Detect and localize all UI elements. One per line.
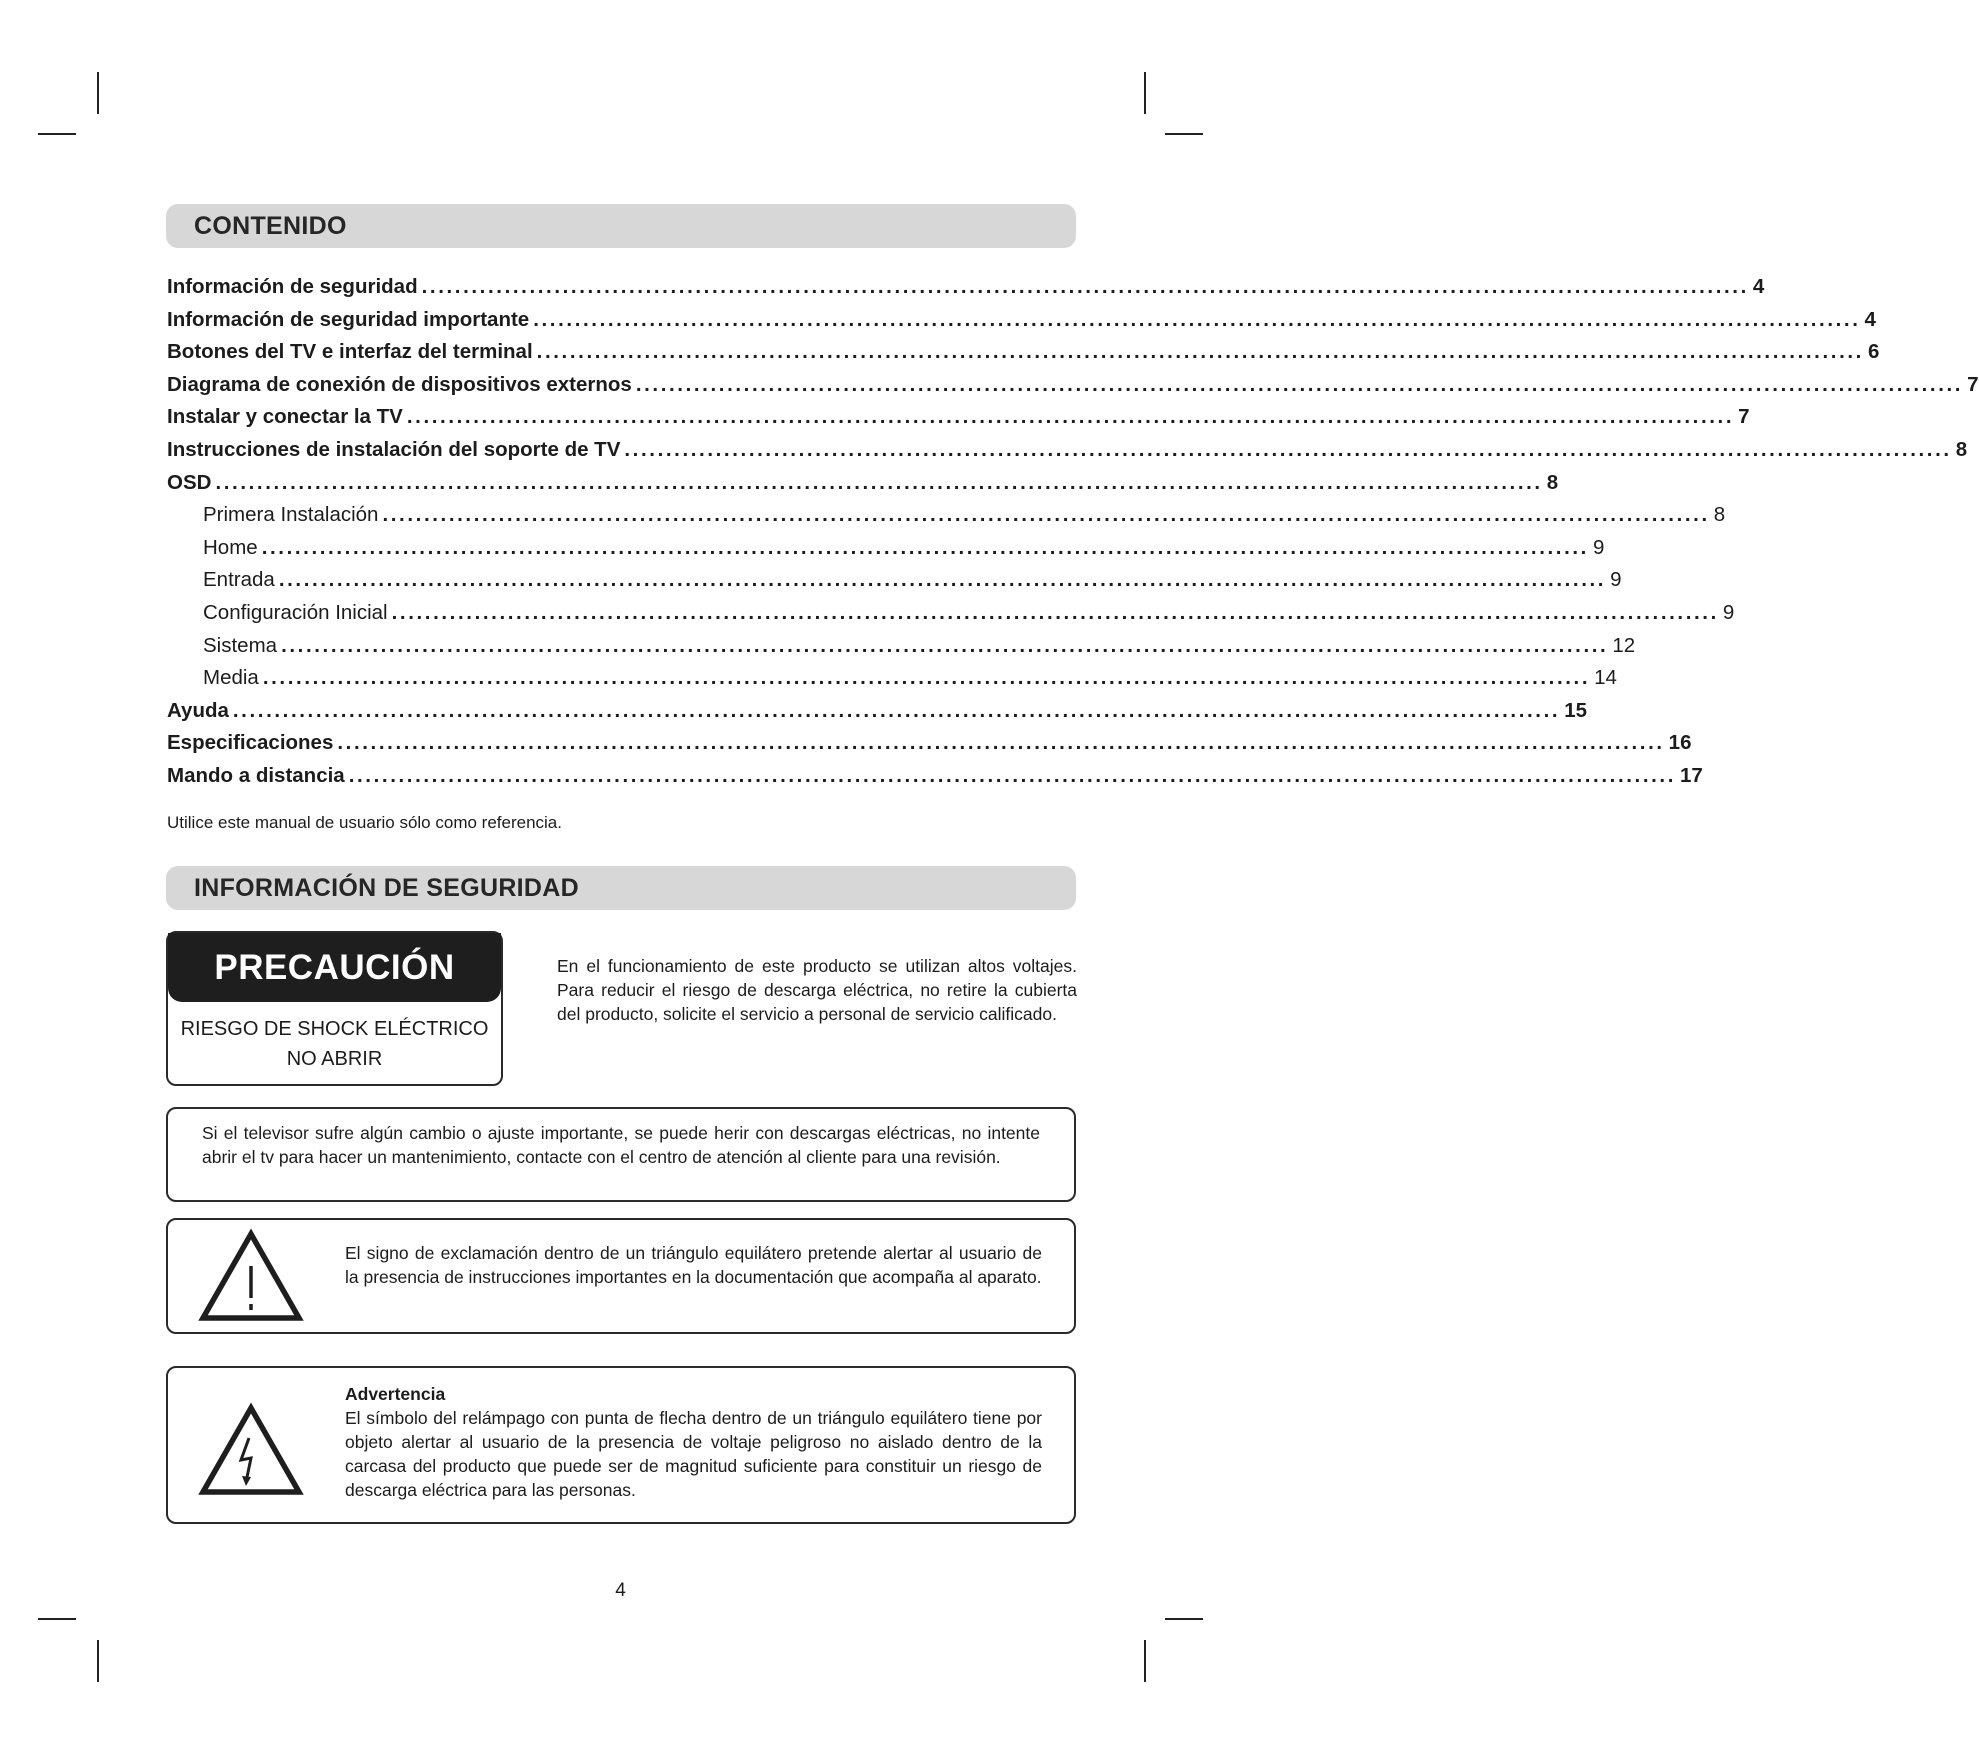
toc-entry-page: 9	[1610, 568, 1622, 592]
contents-heading: CONTENIDO	[166, 204, 1076, 248]
exclamation-text: El signo de exclamación dentro de un triángulo equilátero pretende alertar al usuario de la presencia de instrucciones importantes en la documentación que acompaña al aparato.	[345, 1243, 1042, 1287]
toc-entry-label: Instrucciones de instalación del soporte de TV	[167, 437, 621, 461]
page-number: 4	[615, 1580, 626, 1601]
toc-entry	[167, 532, 1605, 565]
toc-entry-page: 14	[1594, 666, 1617, 690]
toc-dot-leader: ................................................................................................................................................................	[215, 470, 1543, 494]
toc-entry	[167, 434, 1968, 467]
crop-mark	[38, 133, 76, 135]
toc-entry	[167, 695, 1587, 728]
caution-description: En el funcionamiento de este producto se utilizan altos voltajes. Para reducir el riesgo de descarga eléctrica, no retire la cubierta del producto, solicite el servicio a personal de servicio calificado.	[557, 956, 1077, 1024]
toc-entry-label: Mando a distancia	[167, 763, 345, 787]
crop-mark	[1165, 133, 1203, 135]
toc-entry-label: Diagrama de conexión de dispositivos externos	[167, 372, 632, 396]
toc-entry-label: Configuración Inicial	[203, 600, 388, 624]
toc-entry-page: 7	[1967, 372, 1979, 396]
toc-dot-leader: ................................................................................................................................................................	[382, 503, 1710, 527]
exclamation-box	[166, 1218, 1076, 1334]
toc-dot-leader: ................................................................................................................................................................	[232, 698, 1561, 722]
toc-dot-leader: ................................................................................................................................................................	[278, 568, 1607, 592]
toc-entry	[167, 760, 1703, 793]
toc-entry-page: 9	[1592, 535, 1605, 559]
toc-entry-page: 16	[1668, 731, 1692, 755]
caution-line-2: NO ABRIR	[286, 1048, 383, 1070]
toc-entry	[167, 499, 1726, 532]
notice-text: Si el televisor sufre algún cambio o ajuste importante, se puede herir con descargas eléctricas, no intente abrir el tv para hacer un mantenimiento, contacte con el centro de atención al cliente para una revisión.	[202, 1123, 1040, 1167]
toc-entry-page: 6	[1867, 340, 1880, 364]
toc-entry-label: Sistema	[203, 633, 278, 657]
toc-dot-leader: ................................................................................................................................................................	[635, 372, 1964, 396]
crop-mark	[97, 1640, 99, 1682]
toc-entry-page: 7	[1738, 405, 1750, 429]
toc-entry	[167, 467, 1559, 500]
warning-text: El símbolo del relámpago con punta de flecha dentro de un triángulo equilátero tiene por objeto alertar al usuario de la presencia de voltaje peligroso no aislado dentro de la carcasa del producto que puede ser de magnitud suficiente para constituir un riesgo de descarga eléctrica para las personas.	[345, 1408, 1042, 1500]
toc-entry-page: 12	[1612, 633, 1636, 657]
exclamation-triangle-icon	[199, 1228, 303, 1324]
toc-entry	[167, 630, 1636, 663]
safety-heading: INFORMACIÓN DE SEGURIDAD	[166, 866, 1076, 910]
caution-line-1: RIESGO DE SHOCK ELÉCTRICO	[180, 1018, 489, 1040]
toc-dot-leader: ................................................................................................................................................................	[348, 763, 1677, 787]
crop-mark	[1144, 72, 1146, 114]
notice-box	[166, 1107, 1076, 1202]
toc-entry-label: Media	[203, 666, 259, 690]
caution-subtitle	[168, 1014, 501, 1074]
crop-mark	[97, 72, 99, 114]
toc-entry	[167, 727, 1692, 760]
toc-entry	[167, 597, 1735, 630]
toc-entry	[167, 336, 1880, 369]
toc-dot-leader: ................................................................................................................................................................	[391, 600, 1719, 624]
caution-label	[166, 931, 503, 1086]
toc-entry-label: Entrada	[203, 568, 275, 592]
toc-entry	[167, 271, 1765, 304]
toc-entry	[167, 304, 1876, 337]
toc-entry-label: Botones del TV e interfaz del terminal	[167, 340, 533, 364]
toc-dot-leader: ................................................................................................................................................................	[281, 633, 1609, 657]
toc-dot-leader: ................................................................................................................................................................	[337, 731, 1665, 755]
toc-entry-page: 15	[1564, 698, 1587, 722]
warning-title: Advertencia	[345, 1384, 446, 1404]
toc-entry-page: 4	[1864, 307, 1876, 331]
toc-entry-page: 9	[1722, 600, 1735, 624]
warning-box	[166, 1366, 1076, 1524]
caution-title: PRECAUCIÓN	[168, 933, 501, 1002]
lightning-triangle-icon	[199, 1402, 303, 1498]
toc-dot-leader: ................................................................................................................................................................	[406, 405, 1735, 429]
usage-note: Utilice este manual de usuario sólo como referencia.	[167, 813, 562, 832]
toc-entry-page: 8	[1713, 503, 1726, 527]
toc-dot-leader: ................................................................................................................................................................	[536, 340, 1864, 364]
toc-entry-label: Primera Instalación	[203, 503, 379, 527]
toc-entry-label: Información de seguridad importante	[167, 307, 530, 331]
toc-entry-label: Instalar y conectar la TV	[167, 405, 403, 429]
toc-entry-label: Ayuda	[167, 698, 229, 722]
toc-dot-leader: ................................................................................................................................................................	[421, 275, 1749, 298]
toc-dot-leader: ................................................................................................................................................................	[533, 307, 1861, 331]
toc-entry-label: Información de seguridad	[167, 275, 418, 298]
toc-entry-label: Home	[203, 535, 258, 559]
toc-dot-leader: ................................................................................................................................................................	[261, 535, 1589, 559]
crop-mark	[38, 1618, 76, 1620]
toc-entry	[167, 564, 1622, 597]
toc-dot-leader: ................................................................................................................................................................	[262, 666, 1591, 690]
warning-content	[345, 1382, 1042, 1502]
toc-entry-page: 8	[1955, 437, 1968, 461]
toc-entry	[167, 662, 1617, 695]
toc-dot-leader: ................................................................................................................................................................	[624, 437, 1952, 461]
toc-entry-label: Especificaciones	[167, 731, 334, 755]
crop-mark	[1144, 1640, 1146, 1682]
toc-entry-page: 8	[1546, 470, 1559, 494]
toc-entry-label: OSD	[167, 470, 212, 494]
toc-entry-page: 4	[1752, 275, 1765, 298]
table-of-contents	[167, 271, 1979, 793]
toc-entry	[167, 369, 1979, 402]
toc-entry-page: 17	[1680, 763, 1703, 787]
crop-mark	[1165, 1618, 1203, 1620]
toc-entry	[167, 401, 1750, 434]
